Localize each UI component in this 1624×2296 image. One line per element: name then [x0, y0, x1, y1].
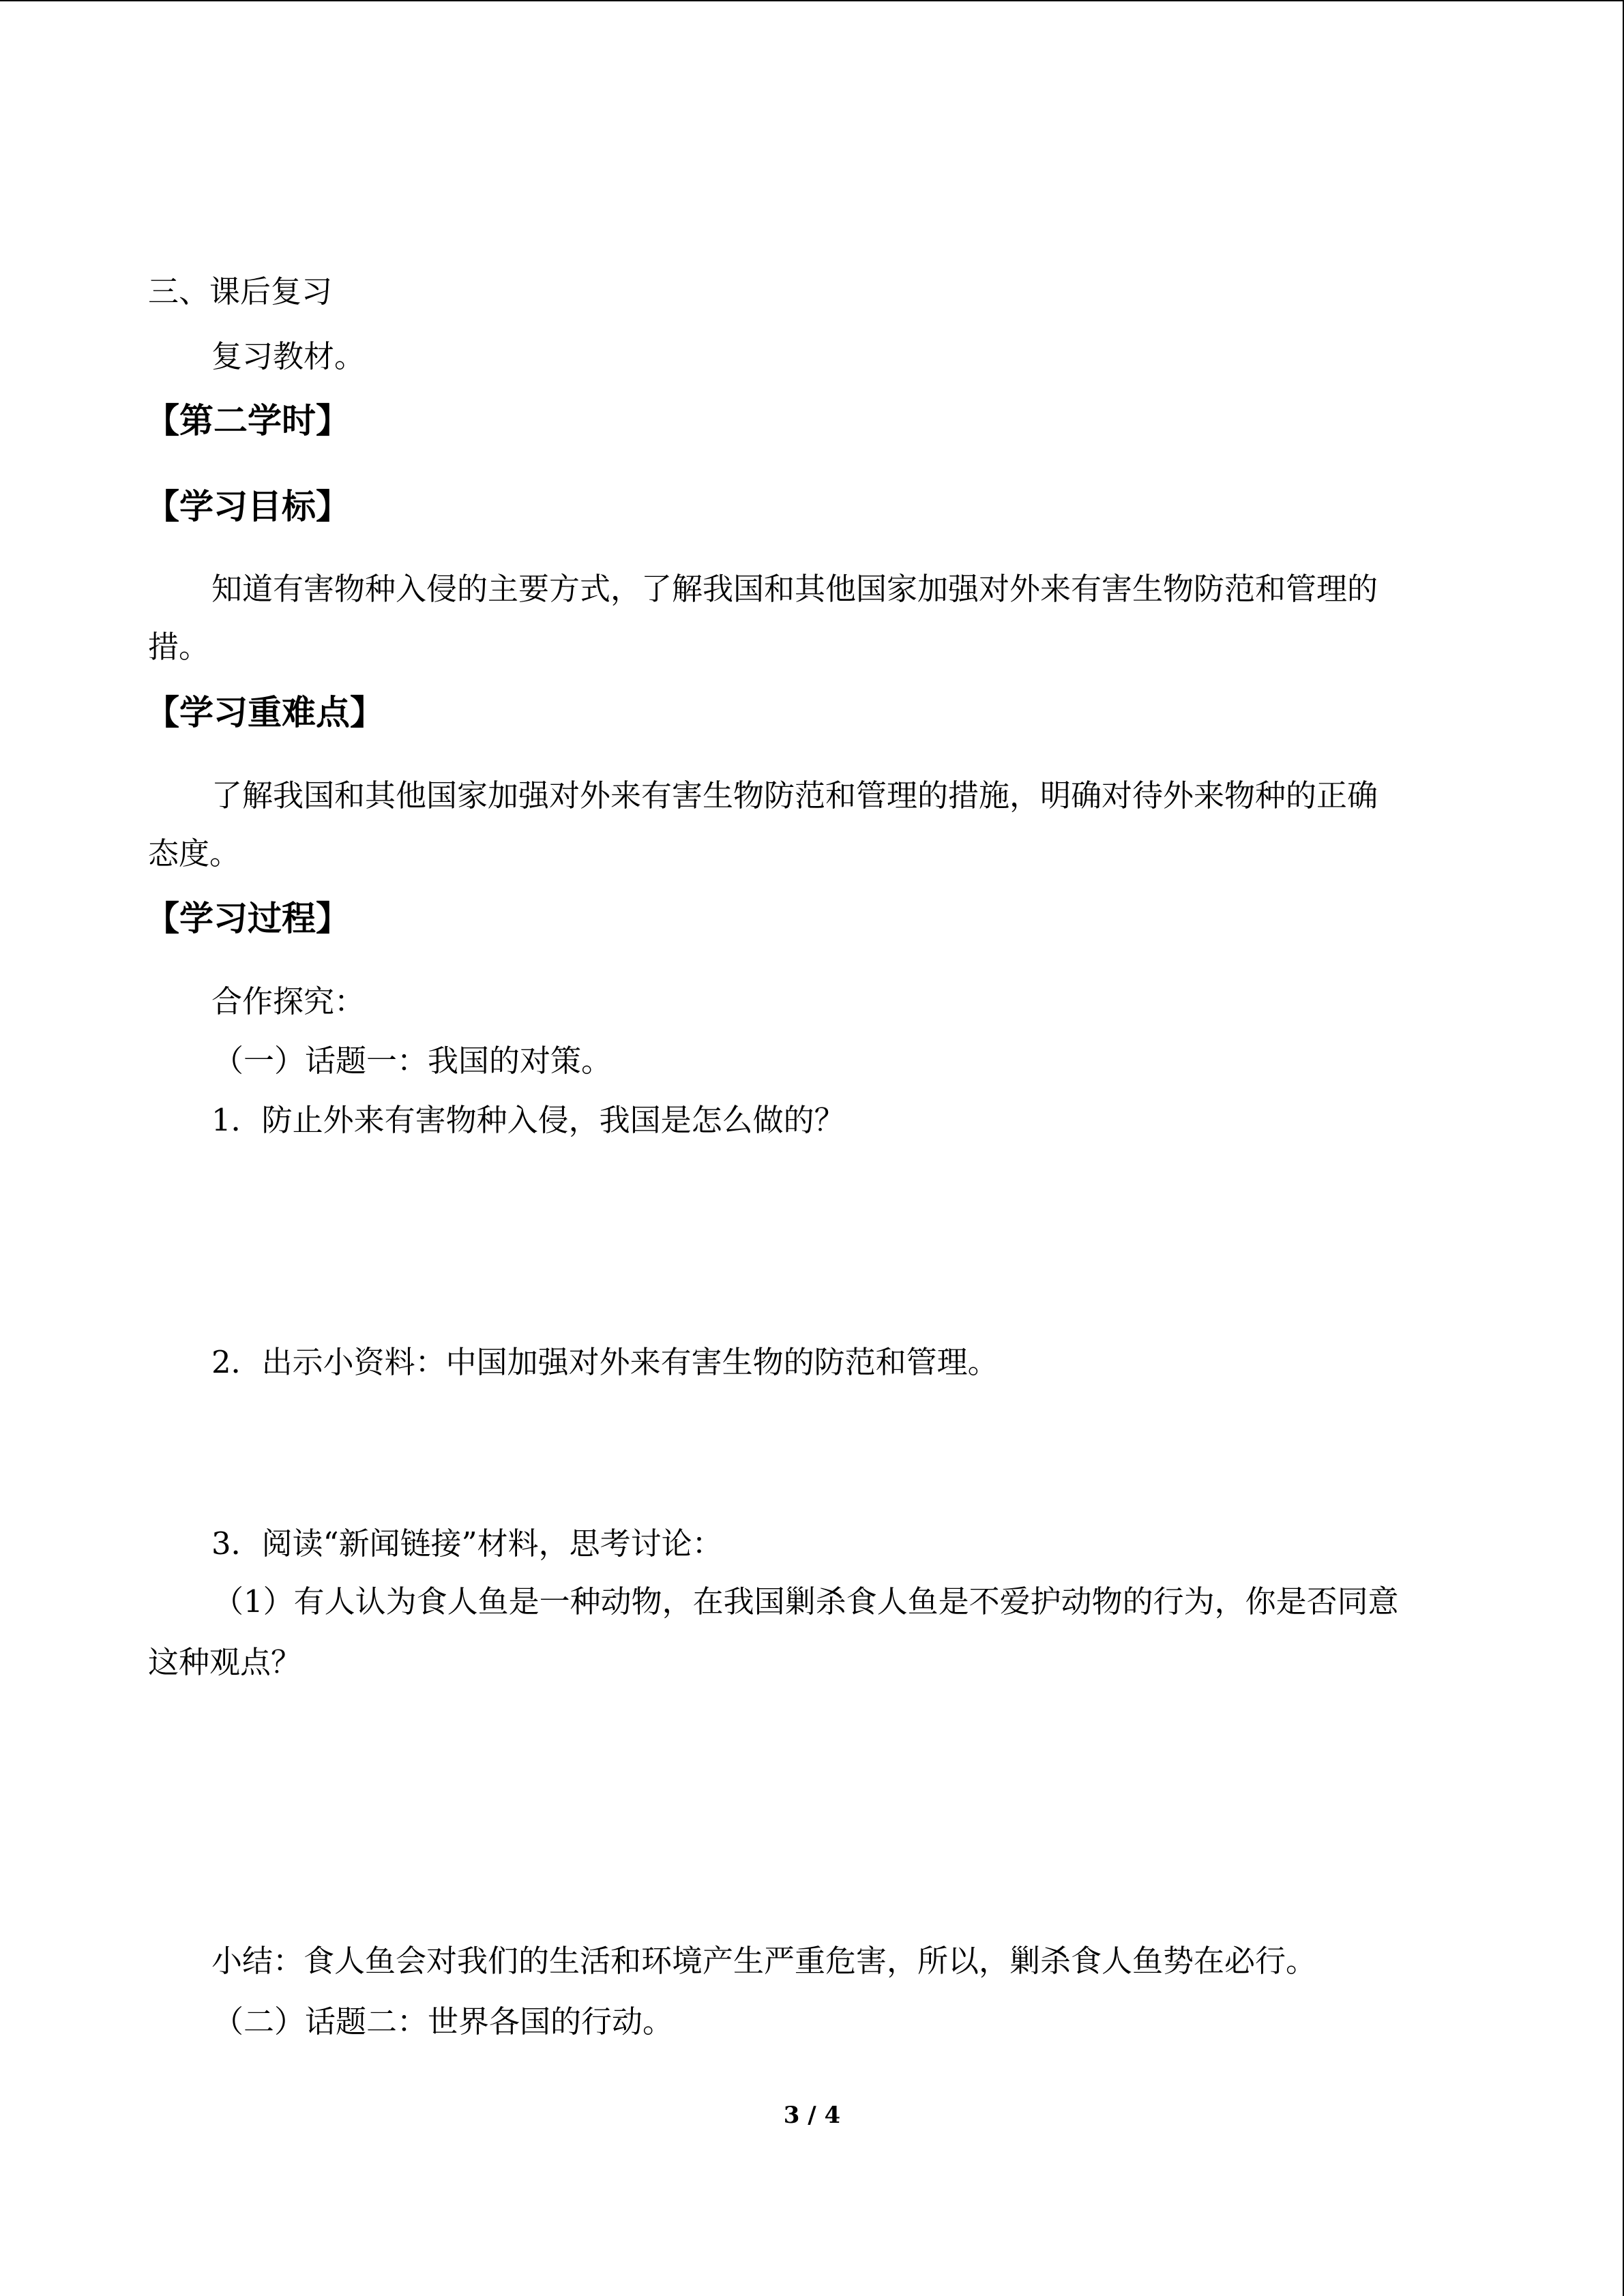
question-1: 1．防止外来有害物种入侵，我国是怎么做的？: [211, 1102, 845, 1138]
process-heading: 【学习过程】: [145, 898, 350, 938]
question-2: 2．出示小资料：中国加强对外来有害生物的防范和管理。: [211, 1344, 999, 1380]
key-points-text-line1: 了解我国和其他国家加强对外来有害生物防范和管理的措施，明确对待外来物种的正确: [211, 777, 1378, 814]
topic2-heading: （二）话题二：世界各国的行动。: [213, 2003, 674, 2040]
objectives-text-line1: 知道有害物种入侵的主要方式，了解我国和其他国家加强对外来有害生物防范和管理的: [211, 571, 1378, 607]
objectives-text-line2: 措。: [148, 629, 210, 665]
lesson2-heading: 【第二学时】: [145, 400, 350, 441]
page-number: 3 / 4: [783, 2102, 841, 2129]
question-3: 3．阅读“新闻链接”材料，思考讨论：: [211, 1525, 723, 1562]
review-heading: 三、课后复习: [148, 273, 333, 310]
topic1-heading: （一）话题一：我国的对策。: [213, 1043, 612, 1079]
objectives-heading: 【学习目标】: [145, 486, 350, 526]
review-text: 复习教材。: [211, 338, 366, 374]
key-points-text-line2: 态度。: [148, 835, 241, 871]
question-3-1-line1: （1）有人认为食人鱼是一种动物，在我国剿杀食人鱼是不爱护动物的行为，你是否同意: [213, 1583, 1399, 1620]
key-points-heading: 【学习重难点】: [145, 692, 384, 732]
question-3-1-line2: 这种观点？: [148, 1644, 302, 1680]
process-intro: 合作探究：: [211, 983, 366, 1019]
summary-text: 小结：食人鱼会对我们的生活和环境产生严重危害，所以，剿杀食人鱼势在必行。: [211, 1943, 1317, 1979]
